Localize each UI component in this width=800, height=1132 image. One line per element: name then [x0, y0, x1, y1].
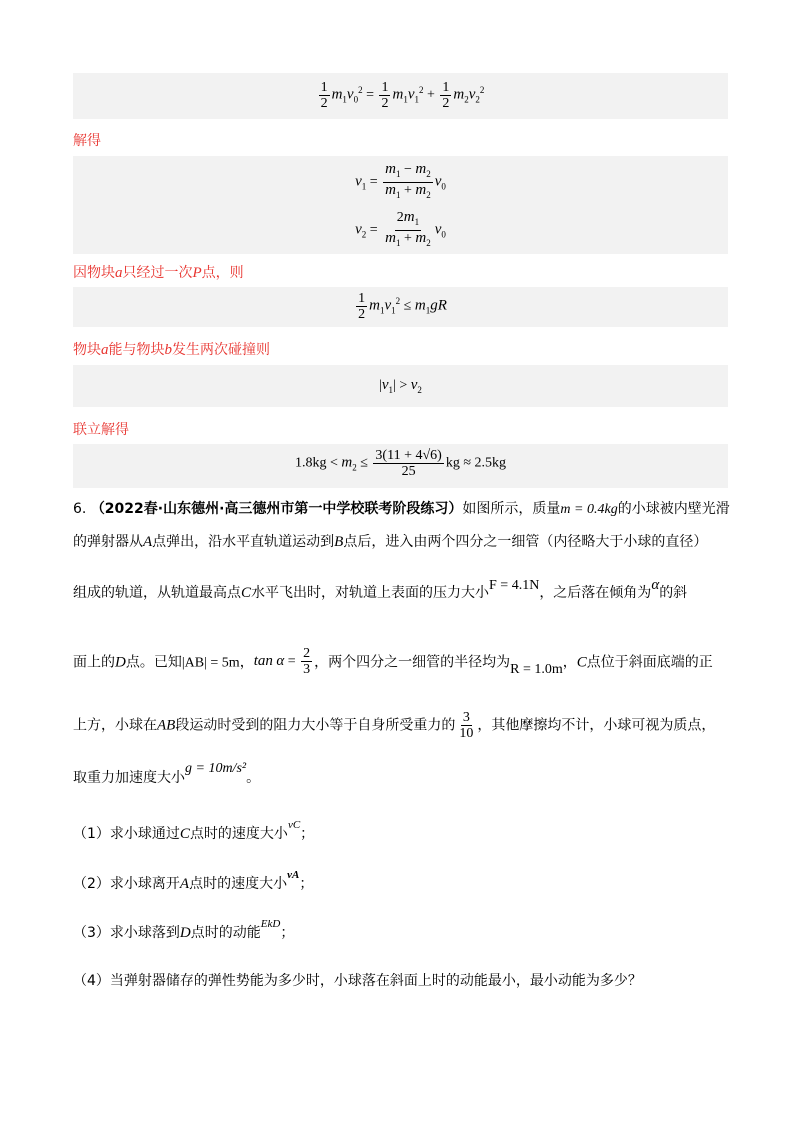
point-C: C [241, 585, 252, 601]
problem-text: 面上的 [73, 654, 115, 671]
problem-text: 点。已知 [125, 654, 182, 671]
label-jiede: 解得 [73, 133, 101, 149]
label-wu-post: 发生两次碰撞则 [172, 342, 270, 358]
kinetic-energy-EkD: EkD [260, 918, 281, 930]
segment-AB: AB [157, 717, 176, 734]
radius-value: R = 1.0m [510, 661, 563, 677]
question-text: ； [280, 925, 295, 941]
problem-text: ，两个四分之一细管的半径均为 [314, 654, 511, 671]
problem-line-4: 面上的D点。已知|AB| = 5m，tan α = $\frac{2}{3}$ ，两个四分之一细管的半径均为R = 1.0m，C点位于斜面底端的正 [73, 646, 713, 677]
equation-box-condition-p: $\frac{1}{2}$ $m_1v_1^2 \le m_1gR$ [73, 287, 728, 327]
ab-length: |AB| = 5m [181, 655, 240, 671]
problem-text: 如图所示，质量 [462, 501, 561, 517]
equation-box-collision: $|v_1| > v_2$ [73, 365, 728, 407]
problem-text: 的弹射器从 [73, 534, 143, 550]
label-yin-post: 点，则 [201, 265, 244, 281]
point-D: D [115, 654, 126, 671]
point-C: C [179, 826, 190, 842]
problem-text: ， [562, 654, 577, 671]
question-text: （1）求小球通过 [73, 826, 180, 842]
mass-value: m = 0.4kg [560, 502, 618, 517]
problem-text: 的小球被内壁光滑 [617, 501, 730, 517]
problem-text: 点后，进入由两个四分之一细管（内径略大于小球的直径） [343, 534, 708, 550]
problem-text: 段运动时受到的阻力大小等于自身所受重力的 [175, 717, 456, 734]
problem-text: 组成的轨道，从轨道最高点 [73, 585, 241, 601]
label-wu-pre: 物块 [73, 342, 101, 358]
problem-line-6 [73, 761, 261, 787]
problem-source: （2022春·山东德州·高三德州市第一中学校联考阶段练习） [90, 501, 463, 517]
question-text: ； [300, 826, 315, 842]
label-yin [73, 262, 244, 282]
force-value: F = 4.1N [489, 578, 540, 593]
problem-text: 点弹出，沿水平直轨道运动到 [152, 534, 335, 550]
problem-number: 6. [73, 501, 87, 517]
label-wu [73, 339, 270, 359]
label-lianli: 联立解得 [73, 422, 129, 438]
question-text: 点时的动能 [190, 925, 261, 941]
point-C: C [576, 654, 587, 671]
equation-box-momentum-energy: $\frac{1}{2}$ $m_1v_0^2$ = $\frac{1}{2}$ $m_1v_1^2$ + $\frac{1}{2}$ $m_2v_2^2$ [73, 73, 728, 119]
label-yin-P: P [192, 265, 202, 281]
problem-text: 水平飞出时，对轨道上表面的压力大小 [251, 585, 490, 601]
question-text: （3）求小球落到 [73, 925, 180, 941]
question-text: 点时的速度大小 [189, 876, 288, 892]
question-3 [73, 918, 295, 942]
question-4 [73, 970, 642, 990]
question-1 [73, 819, 315, 843]
equation-box-result: $1.8kg < m_2$ ≤ $\frac{3(11 + 4√6)}{25}$ kg ≈ 2.5kg [73, 444, 728, 488]
problem-line-5 [73, 710, 715, 741]
point-B: B [334, 534, 344, 550]
question-text: 点时的速度大小 [189, 826, 288, 842]
label-wu-mid: 能与物块 [108, 342, 165, 358]
point-A: A [179, 876, 190, 892]
label-yin-a: a [115, 265, 123, 281]
problem-line-3 [73, 577, 688, 602]
equation-box-velocities: $v_1$ = $\frac{m_1 - m_2}{m_1 + m_2}$ $v_0$ $v_2$ = $\frac{2m_1}{m_1 + m_2}$ $v_0$ [73, 156, 728, 254]
gravity-value: g = 10m/s² [185, 761, 247, 776]
label-yin-mid: 只经过一次 [122, 265, 193, 281]
problem-text: 点位于斜面底端的正 [586, 654, 713, 671]
question-text: （4）当弹射器储存的弹性势能为多少时，小球落在斜面上时的动能最小，最小动能为多少？ [73, 973, 642, 989]
problem-line-1 [73, 498, 730, 518]
fraction-3-10: $\frac{3}{10}$ [459, 710, 474, 741]
velocity-vA: vA [287, 869, 300, 881]
label-wu-a: a [101, 342, 109, 358]
problem-text: ，其他摩擦均不计，小球可视为质点， [477, 717, 716, 734]
question-text: （2）求小球离开 [73, 876, 180, 892]
problem-text: 的斜 [659, 585, 688, 601]
angle-alpha: α [651, 577, 660, 593]
point-A: A [143, 534, 153, 550]
tan-alpha: tan α = $\frac{2}{3}$ [253, 646, 311, 677]
problem-text: 。 [246, 770, 261, 786]
problem-line-2 [73, 531, 707, 551]
problem-text: ，之后落在倾角为 [539, 585, 652, 601]
label-wu-b: b [164, 342, 172, 358]
velocity-vC: vC [287, 819, 301, 831]
problem-text: 上方，小球在 [73, 717, 157, 734]
question-text: ； [299, 876, 314, 892]
problem-text: 取重力加速度大小 [73, 770, 185, 786]
point-D: D [179, 925, 191, 941]
question-2 [73, 869, 314, 893]
label-yin-pre: 因物块 [73, 265, 115, 281]
